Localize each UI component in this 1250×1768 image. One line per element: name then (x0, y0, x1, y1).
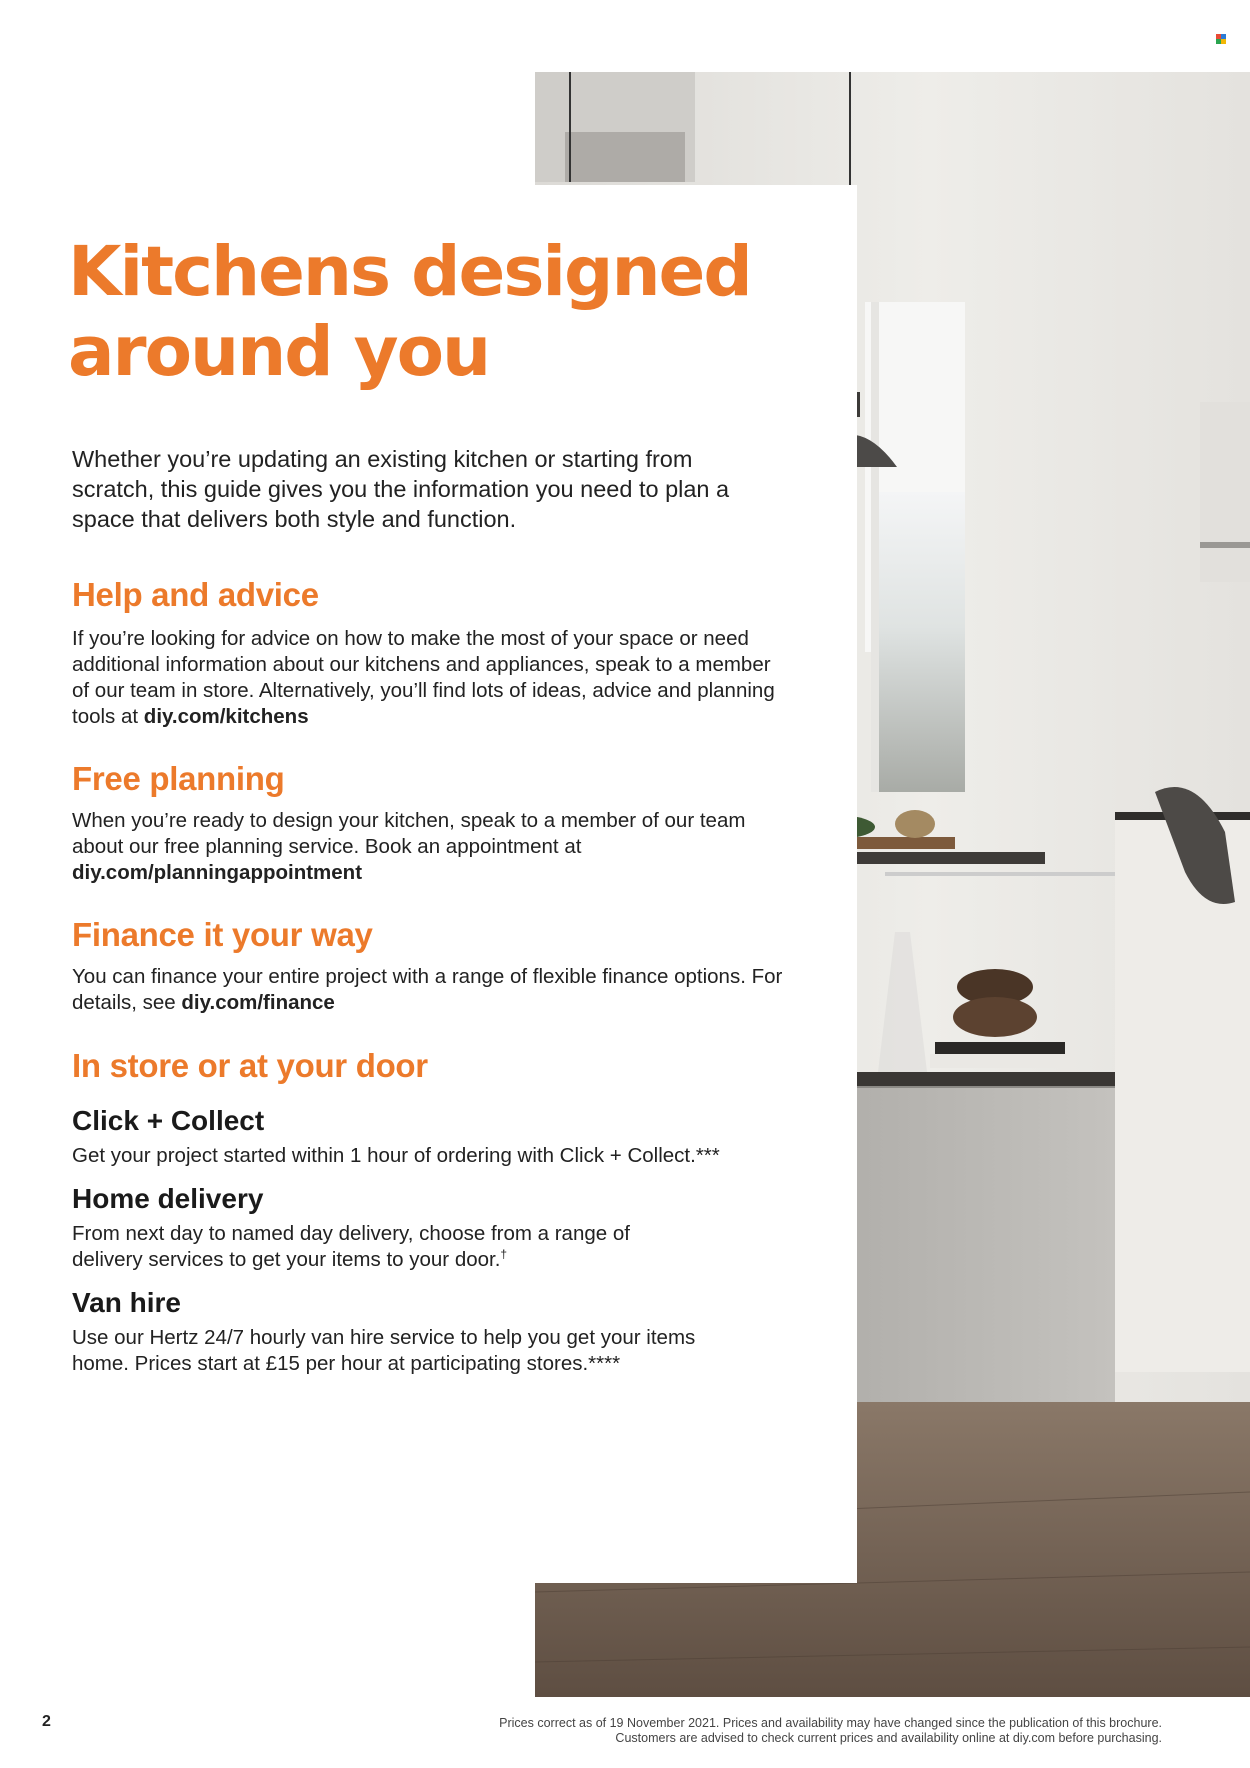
click-collect-heading: Click + Collect (72, 1105, 265, 1136)
planning-text: When you’re ready to design your kitchen, speak to a member of our team about our free planning service. Book an appointment at (72, 809, 746, 858)
planning-heading: Free planning (72, 760, 285, 797)
brand-mark-icon (1216, 34, 1226, 44)
finance-text: You can finance your entire project with a range of flexible finance options. For details, see (72, 965, 783, 1014)
help-text: If you’re looking for advice on how to make the most of your space or need additional information about our kitchens and appliances, speak to a member of our team in store. Alternatively, you’ll find lots of ideas, advice and planning tools at (72, 627, 775, 728)
finance-link[interactable]: diy.com/finance (181, 991, 335, 1014)
page-title (68, 232, 751, 392)
home-delivery-footnote-mark: † (500, 1247, 508, 1262)
footer-disclaimer-line-1: Prices correct as of 19 November 2021. Prices and availability may have changed since the publication of this brochure. (499, 1716, 1162, 1730)
page-number: 2 (42, 1713, 51, 1730)
help-heading: Help and advice (72, 576, 319, 613)
planning-link[interactable]: diy.com/planningappointment (72, 861, 363, 884)
finance-paragraph (72, 964, 792, 1016)
click-collect-text: Get your project started within 1 hour of ordering with Click + Collect.*** (72, 1144, 720, 1167)
finance-heading: Finance it your way (72, 916, 373, 953)
intro-paragraph: Whether you’re updating an existing kitchen or starting from scratch, this guide gives you the information you need to plan a space that delivers both style and function. (72, 446, 730, 532)
help-paragraph (72, 626, 792, 730)
footer-disclaimer (402, 1716, 1162, 1746)
home-delivery-heading: Home delivery (72, 1183, 264, 1214)
home-delivery-text: From next day to named day delivery, choose from a range of delivery services to get your items to your door. (72, 1222, 630, 1271)
van-hire-heading: Van hire (72, 1287, 181, 1318)
van-hire-text: Use our Hertz 24/7 hourly van hire service to help you get your items home. Prices start at £15 per hour at participating stores.**** (72, 1326, 696, 1375)
store-heading: In store or at your door (72, 1047, 428, 1084)
page-title-line-1: Kitchens designed (68, 232, 751, 312)
page-title-line-2: around you (68, 312, 490, 392)
planning-paragraph (72, 808, 792, 886)
home-delivery-paragraph (72, 1221, 692, 1273)
help-link[interactable]: diy.com/kitchens (143, 705, 309, 728)
footer-disclaimer-line-2: Customers are advised to check current prices and availability online at diy.com before purchasing. (615, 1731, 1162, 1745)
